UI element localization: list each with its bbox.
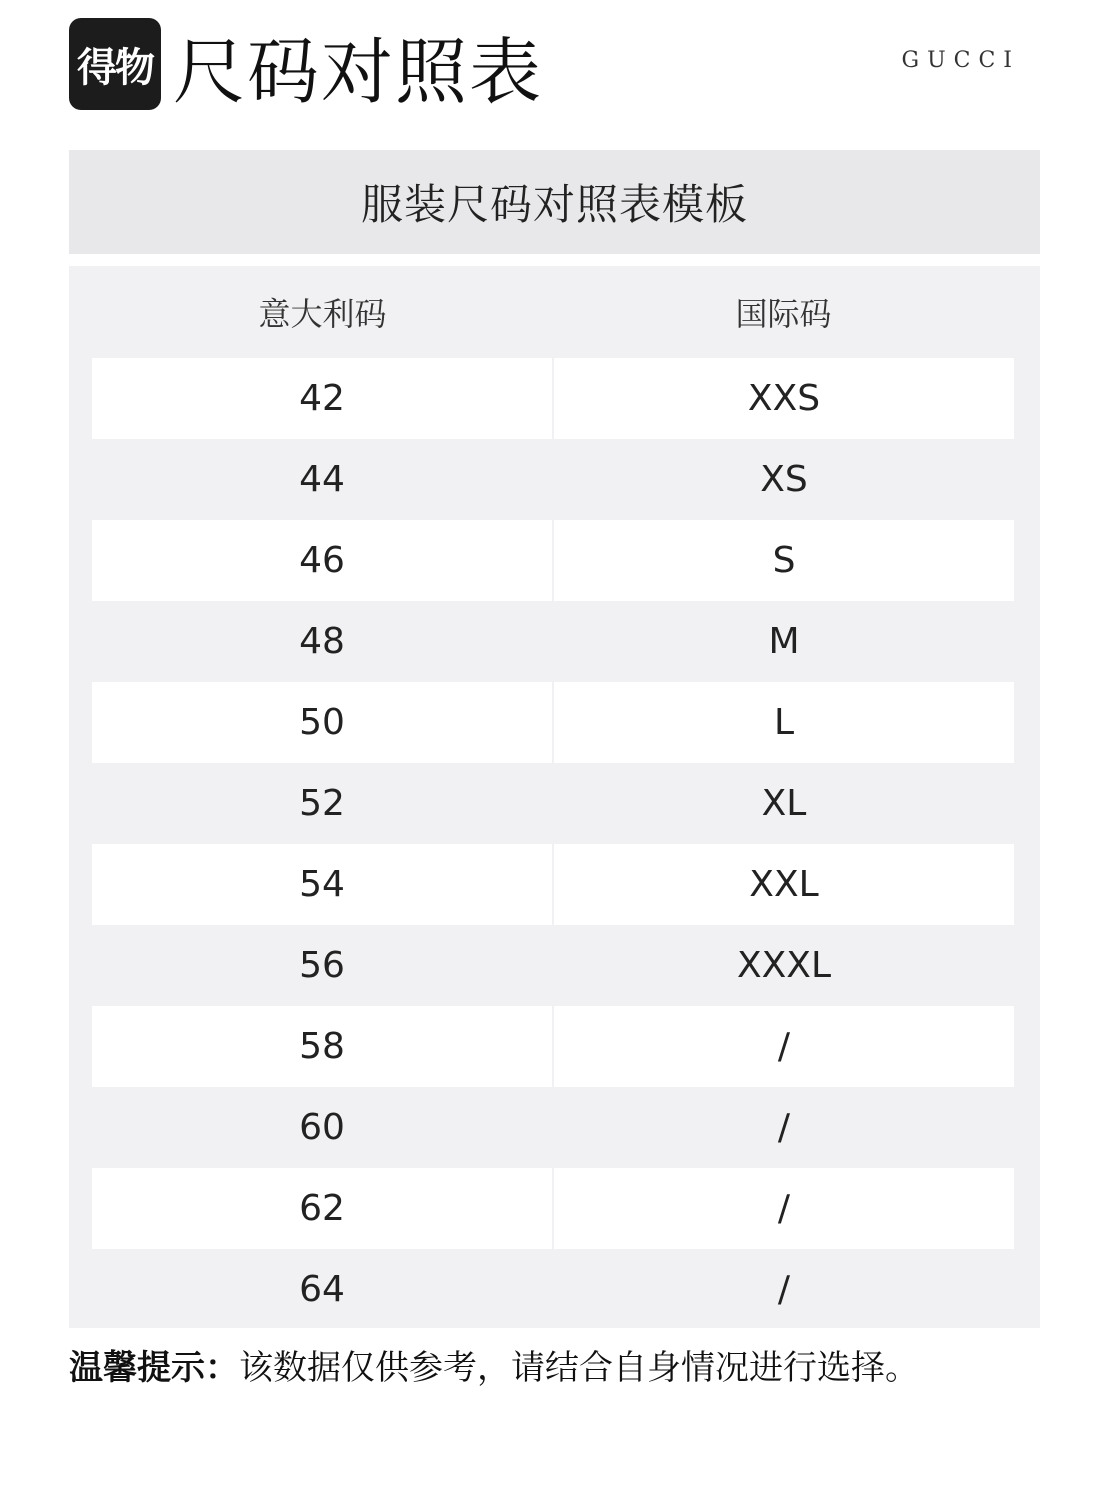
international-size-cell: XXS <box>554 358 1014 439</box>
dewu-logo: 得物 <box>69 18 161 110</box>
italian-size-cell: 54 <box>92 844 552 925</box>
international-size-cell: XXL <box>554 844 1014 925</box>
table-row <box>92 1249 1014 1330</box>
italian-size-cell: 44 <box>299 459 345 500</box>
italian-size-cell: 50 <box>92 682 552 763</box>
table-row <box>92 925 1014 1006</box>
table-row <box>92 763 1014 844</box>
international-size-cell: XXXL <box>736 945 832 986</box>
italian-size-cell: 58 <box>92 1006 552 1087</box>
italian-size-cell: 46 <box>92 520 552 601</box>
italian-size-cell: 56 <box>299 945 345 986</box>
warm-tip <box>69 1340 919 1396</box>
international-size-cell: / <box>777 1269 791 1310</box>
tip-text: 该数据仅供参考，请结合自身情况进行选择。 <box>239 1348 919 1388</box>
table-row <box>92 439 1014 520</box>
italian-size-cell: 42 <box>92 358 552 439</box>
italian-size-cell: 62 <box>92 1168 552 1249</box>
table-row <box>92 358 1014 439</box>
international-size-cell: L <box>554 682 1014 763</box>
page-title: 尺码对照表 <box>173 30 544 114</box>
international-size-cell: S <box>554 520 1014 601</box>
international-size-cell: XL <box>761 783 807 824</box>
size-table <box>69 266 1040 1328</box>
italian-size-cell: 64 <box>299 1269 345 1310</box>
table-row <box>92 1087 1014 1168</box>
table-row <box>92 844 1014 925</box>
table-row <box>92 1168 1014 1249</box>
international-size-cell: / <box>554 1006 1014 1087</box>
international-size-cell: / <box>777 1107 791 1148</box>
international-size-cell: XS <box>760 459 808 500</box>
table-row <box>92 682 1014 763</box>
column-header-international-size: 国际码 <box>735 295 832 333</box>
tip-label: 温馨提示： <box>69 1348 239 1388</box>
table-row <box>92 601 1014 682</box>
table-header-row <box>92 284 1014 344</box>
table-row <box>92 520 1014 601</box>
italian-size-cell: 48 <box>299 621 345 662</box>
international-size-cell: M <box>768 621 800 662</box>
column-header-italian-size: 意大利码 <box>258 295 387 333</box>
table-row <box>92 1006 1014 1087</box>
italian-size-cell: 52 <box>299 783 345 824</box>
header <box>69 18 1040 118</box>
brand-name: GUCCI <box>901 48 1020 73</box>
international-size-cell: / <box>554 1168 1014 1249</box>
table-subtitle: 服装尺码对照表模板 <box>69 150 1040 254</box>
italian-size-cell: 60 <box>299 1107 345 1148</box>
table-body <box>92 358 1014 1330</box>
